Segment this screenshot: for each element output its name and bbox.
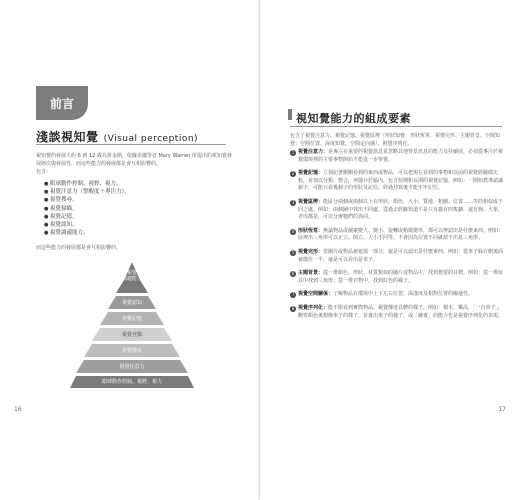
pyramid-label-4: 視覺登錄 [121,332,142,338]
item-number: 8 [291,305,295,311]
item-text: 無論物品或圖案變大、變小、旋轉或稍微變形，都可以辨認出是什麼東西。例如：區辨出三角形可以正立、倒立、大小不同等，不會因為位置不同就認不出是三角形。 [298,227,504,242]
heading-underline [290,126,502,127]
item-text: 能區分兩個或兩個以上在形狀、顏色、大小、質地、粗細、位置……等的相似或不同之處。例如：兩個圖中找出不同處，從過去經驗知道不是只有貓有四隻腳，還有狗、大象、老虎都是，可以分辨牠們的異同。 [298,198,504,221]
item-name: 視覺記憶： [298,170,324,177]
item-text: 從一堆顏色、形狀、材質類似的圖片或物品中，找到想要的目標。例如：從一堆玩具中找到三角形；從一堆衣物中，找到紅色的襪子。 [298,270,504,284]
component-item [290,149,504,164]
item-number: 5 [291,249,295,255]
component-item [290,305,504,320]
component-item [290,199,504,222]
component-list [290,149,504,326]
component-item [290,170,504,193]
item-text: 當圖片或物品被遮擋一部分，還是可以認出是什麼東西。例如：當車子躲在樹後面被擋住一半，還是可以看出是車子。 [298,248,504,263]
item-text: 能不限看到實際物品、視覺傳達具體的樣子，例如：積木、樂高，「一台車子」，觀察顏色後想像車子的樣子，並畫出車子的樣子，或「繪畫」的能力也是視覺序列化的表現。 [298,304,504,319]
ability-item: ● 視覺掃瞄。 [44,205,224,213]
left-heading-text: 淺談視知覺 [36,130,99,144]
pyramid-label-7: 眼球動作控制、視野、視力 [101,379,162,385]
left-intro-text: 視知覺的發展大約 6 到 12 歲為黃金期，依據美國學者 Mary Warren 所提出的視知覺發展層次與發展性，而這些能力的發展都是會互相影響的。 [36,153,232,167]
pyramid-label-5: 視覺搜尋 [121,348,142,354]
component-item [290,228,504,243]
item-number: 6 [291,271,295,277]
ability-item: ● 視覺記憶。 [44,213,224,221]
page-number-left: 16 [14,406,22,413]
component-item [290,270,504,285]
item-text: 是專注在重要的視覺訊息並忽略其他背景訊息的能力及持續度，必須從專注於視覺環境裡的主要事物開始才能進一步察覺。 [298,149,504,163]
pyramid-label-1: 視覺 調適能力 [121,270,142,282]
component-item [290,291,504,299]
item-number: 7 [291,292,295,298]
item-number: 3 [291,199,295,205]
chapter-tab-label: 前言 [49,96,74,111]
item-text: 了解物品在環境中上下左右位置，深淺度及相對位置的關連性。 [333,291,474,298]
right-intro: 包含了視覺注意力、視覺記憶、視覺區辨（形狀知覺：形狀恆常、視覺完形、主題背景、空間知覺：空間位置、深度知覺、空間定向感）、視覺序列化。 [290,133,501,147]
ability-item: ● 眼球動作控制、視野、視力。 [44,180,224,188]
left-heading-en: (Visual perception) [103,134,199,144]
item-number: 4 [291,228,295,234]
item-number: 2 [291,171,295,177]
pyramid-label-2: 視覺認知 [121,300,142,306]
right-heading [290,107,490,126]
component-item [290,249,504,264]
item-name: 視覺空間關係： [298,291,334,298]
ability-item: ● 視覺搜尋。 [44,196,224,204]
pyramid-label-6: 視覺注意力 [119,364,145,370]
item-name: 視覺序列化： [298,304,329,311]
after-note: 而這些能力的發展都是會互相影響的。 [36,245,122,251]
item-name: 形狀恆常： [298,227,324,234]
ability-item: ● 視覺注意力（警醒度＋專注力）。 [44,188,224,196]
item-name: 主題背景： [298,270,324,277]
right-page [260,0,520,500]
item-name: 視覺完形： [298,248,324,255]
item-text: 立刻記著剛剛看到的東西或物品，可以把現在看到的事物和以前的視覺經驗做比較，並加以分類。整合，再儲存於腦內，包含短期和長期的視覺記憶。例如：一開始教導認識新字，可能只看幾個字的形狀及記住，經過抄寫後才能牢牢記住。 [298,170,504,192]
pyramid-label-3: 視覺記憶 [121,316,142,322]
page-number-right: 17 [498,406,506,413]
item-number: 1 [291,150,295,155]
item-name: 視覺區辨： [298,198,324,205]
item-name: 視覺注意力： [298,149,329,155]
left-intro-tail: 包含： [36,169,52,175]
ability-item: ● 視覺調適能力。 [44,229,224,237]
ability-item: ● 視覺認知。 [44,221,224,229]
right-heading-text: 視知覺能力的組成要素 [296,112,411,125]
heading-accent-bar [288,109,292,120]
